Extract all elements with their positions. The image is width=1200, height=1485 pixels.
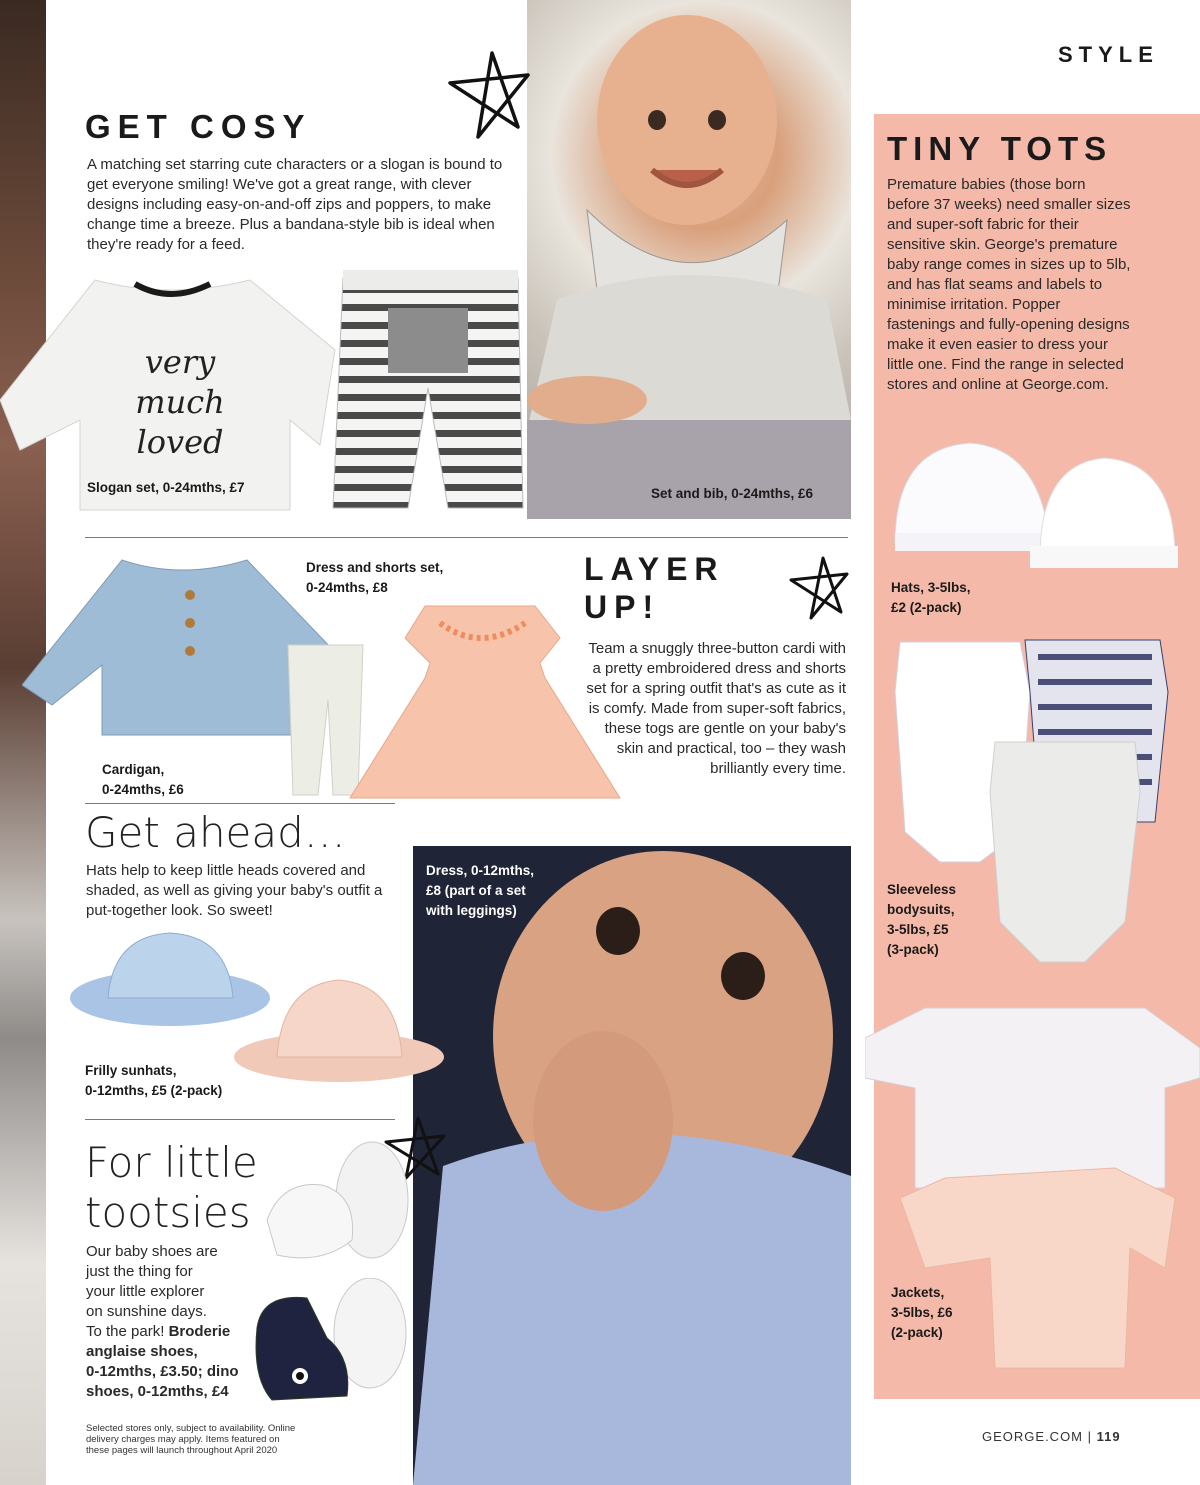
dress-image bbox=[345, 598, 625, 803]
get-ahead-title: Get ahead… bbox=[85, 808, 346, 857]
star-doodle-icon bbox=[785, 552, 853, 624]
footer-site: GEORGE.COM bbox=[982, 1429, 1084, 1444]
star-doodle-icon bbox=[440, 45, 536, 145]
footer-separator: | bbox=[1087, 1429, 1093, 1444]
section-divider bbox=[85, 803, 395, 804]
jackets-caption: Jackets, 3-5lbs, £6 (2-pack) bbox=[891, 1285, 953, 1340]
disclaimer: Selected stores only, subject to availability. Online delivery charges may apply. Items featured on these pages will launch throughout April 2020 bbox=[86, 1423, 296, 1456]
dino-shoes-image bbox=[252, 1278, 412, 1408]
layer-up-title: LAYER UP! bbox=[584, 551, 725, 625]
section-divider bbox=[85, 1119, 395, 1120]
layer-up-body: Team a snuggly three-button cardi with a pretty embroidered dress and shorts set for a spring outfit that's as cute as it is comfy. Made from super-soft fabrics, these togs are gentle on your baby's skin and practical, too – they wash brilliantly every time. bbox=[586, 640, 846, 777]
cardigan-caption: Cardigan, 0-24mths, £6 bbox=[102, 762, 184, 797]
striped-trousers-image bbox=[328, 268, 528, 518]
section-label: STYLE bbox=[1058, 42, 1159, 67]
page-footer bbox=[982, 1429, 1121, 1444]
baby-dress-photo bbox=[413, 846, 851, 1485]
set-bib-caption: Set and bib, 0-24mths, £6 bbox=[651, 486, 814, 501]
tiny-tots-title: TINY TOTS bbox=[887, 130, 1113, 167]
preemie-hats-image bbox=[890, 438, 1180, 573]
tootsies-body: Our baby shoes are just the thing for your little explorer on sunshine days. To the park! Broderie anglaise shoes, 0-12mths, £3.50; dino shoes, 0-12mths, £4 bbox=[86, 1243, 239, 1400]
facing-page-edge bbox=[0, 0, 46, 1485]
pink-sunhat-image bbox=[232, 975, 447, 1085]
slogan-caption: Slogan set, 0-24mths, £7 bbox=[87, 480, 245, 495]
get-cosy-body: A matching set starring cute characters or a slogan is bound to get everyone smiling! We've got a great range, with clever designs including easy-on-and-off zips and poppers, to make change time a breeze. Plus a bandana-style bib is ideal when they're ready for a feed. bbox=[87, 156, 503, 253]
get-ahead-body: Hats help to keep little heads covered and shaded, as well as giving your baby's outfit a put-together look. So sweet! bbox=[86, 862, 383, 919]
baby-bib-photo bbox=[527, 0, 851, 519]
tee-slogan: very much loved bbox=[135, 343, 225, 461]
bodysuits-caption: Sleeveless bodysuits, 3-5lbs, £5 (3-pack) bbox=[887, 882, 957, 957]
white-shoes-image bbox=[262, 1140, 412, 1270]
tootsies-title: For little tootsies bbox=[85, 1138, 258, 1237]
dress-photo-caption: Dress, 0-12mths, £8 (part of a set with leggings) bbox=[426, 863, 535, 918]
sunhats-caption: Frilly sunhats, 0-12mths, £5 (2-pack) bbox=[85, 1063, 223, 1098]
section-divider bbox=[85, 537, 848, 538]
hats-caption: Hats, 3-5lbs, £2 (2-pack) bbox=[891, 580, 971, 615]
get-cosy-title: GET COSY bbox=[85, 108, 312, 145]
dress-caption: Dress and shorts set, 0-24mths, £8 bbox=[306, 560, 444, 595]
page-number: 119 bbox=[1096, 1429, 1121, 1444]
tiny-tots-body: Premature babies (those born before 37 weeks) need smaller sizes and super-soft fabric for their sensitive skin. George's premature baby range comes in sizes up to 5lb, and has flat seams and labels to minimise irritation. Popper fastenings and fully-opening designs make it even easier to dress your little one. Find the range in selected stores and online at George.com. bbox=[887, 176, 1131, 393]
